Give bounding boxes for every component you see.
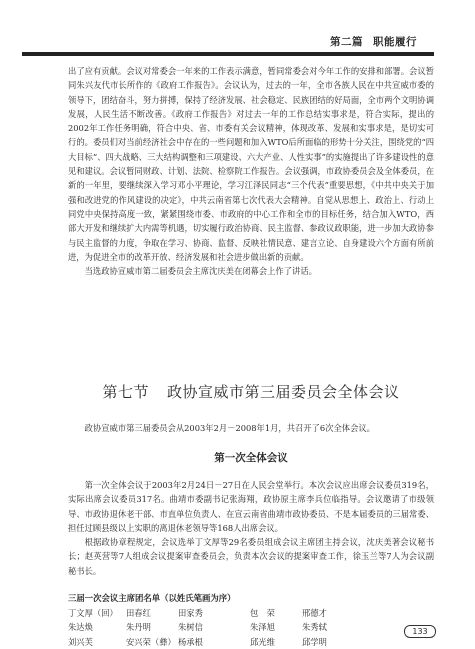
name-entry: 朱树信 (178, 622, 203, 633)
section-title: 政协宣威市第三届委员会全体会议 (167, 383, 400, 401)
name-entry: 丁文厚（回） (68, 608, 118, 618)
paragraph: 第一次全体会议于2003年2月24日－27日在人民会堂举行。本次会议应出席会议委员319名，实际出席会议委员317名。曲靖市委副书记张海翔，政协原主席李兵位临指导。会议邀请了市级领导、市政协退休老干部、市直单位负责人、在宣云南省曲靖市政协委员、不是本届委员的三届常委、担任过顾县级以上实职的离退休老领导等168人出席会议。 (68, 480, 434, 533)
list-heading: 三届一次会议主席团名单（以姓氏笔画为序） (68, 593, 236, 603)
name-row (68, 635, 398, 649)
name-entry: 邱光维 (250, 636, 275, 647)
name-entry: 田家秀 (178, 608, 203, 618)
name-row (68, 606, 398, 620)
name-entry: 刘兴芙 (68, 636, 93, 647)
chapter-title: 职能履行 (373, 36, 417, 48)
chapter-label: 第二篇 (330, 36, 363, 48)
main-text (68, 64, 434, 278)
section-intro: 政协宣威市第三届委员会从2003年2月－2008年1月，共召开了6次全体会议。 (84, 423, 375, 433)
running-head (330, 34, 417, 49)
name-row (68, 620, 398, 634)
name-entry: 田春红 (126, 608, 151, 618)
section-number: 第七节 (102, 383, 149, 401)
subsection-text (68, 478, 434, 578)
name-entry: 杨承根 (178, 636, 203, 647)
name-entry: 邢德才 (302, 608, 327, 618)
paragraph: 出了应有贡献。会议对常委会一年来的工作表示满意，暂同常委会对今年工作的安排和部署。会议暂同朱兴友代市长所作的《政府工作报告》。会议认为，过去的一年，全市各族人民在中共宣威市委的领导下，团结奋斗，努力拼搏，保持了经济发展、社会稳定、民族团结的好局面，全市两个文明协调发展，人民生活不断改善。《政府工作报告》对过去一年的工作总结实事求是，符合实际，提出的2002年工作任务明确，符合中央、省、市委有关会议精神，体现改革、发展和实事求是，是切实可行的。委员们对当前经济社会中存在的一些问题和加入WTO后所面临的形势十分关注，围绕党的“四大目标”、四大战略、三大结构调整和三项建设、六大产业、人性实事”的实施提出了许多建设性的意见和建议。会议暂同财政、计划、法院、检察院工作报告。会议强调，市政协委员会及全体委员，在新的一年里，要继续深入学习邓小平理论，学习江泽民同志“三个代表”重要思想，《中共中央关于加强和改进党的作风建设的决定》，中共云南省第七次代表大会精神。自觉从思想上、政治上、行动上同党中央保持高度一致，紧紧围绕市委、市政府的中心工作和全市的目标任务，结合加入WTO，西部大开发和继续扩大内需等机遇，切实履行政治协商、民主监督、参政议政职能，进一步加大政协参与民主监督的力度，争取在学习、协商、监督、反映社情民意、建言立论、自身建设六个方面有所前进，为促进全市的改革开放、经济发展和社会进步做出新的贡献。 (68, 66, 434, 262)
name-entry: 朱达焕 (68, 622, 93, 633)
section-heading (68, 381, 434, 402)
name-entry: 朱秀轼 (302, 622, 327, 633)
name-entry: 朱丹明 (126, 622, 151, 633)
paragraph: 根据政协章程规定，会议选举丁文厚等29名委员组成会议主席团主持会议，沈庆美著会议秘书长；赵英营等7人组成会议提案审查委员会，负责本次会议的提案审查工作，徐玉兰等7人为会议副秘书长。 (68, 537, 434, 576)
name-entry: 邱学明 (302, 636, 327, 647)
presidium-name-list (68, 606, 398, 649)
page-number: 133 (404, 625, 436, 638)
name-entry: 朱泽旭 (250, 622, 275, 633)
header-rule (22, 52, 434, 56)
page-header (0, 0, 475, 60)
paragraph: 当选政协宣威市第二届委员会主席沈庆美在闭幕会上作了讲话。 (84, 266, 317, 277)
subsection-heading: 第一次全体会议 (214, 452, 288, 464)
name-entry: 安兴荣（彝） (126, 636, 176, 647)
name-entry: 包 荣 (250, 608, 275, 618)
